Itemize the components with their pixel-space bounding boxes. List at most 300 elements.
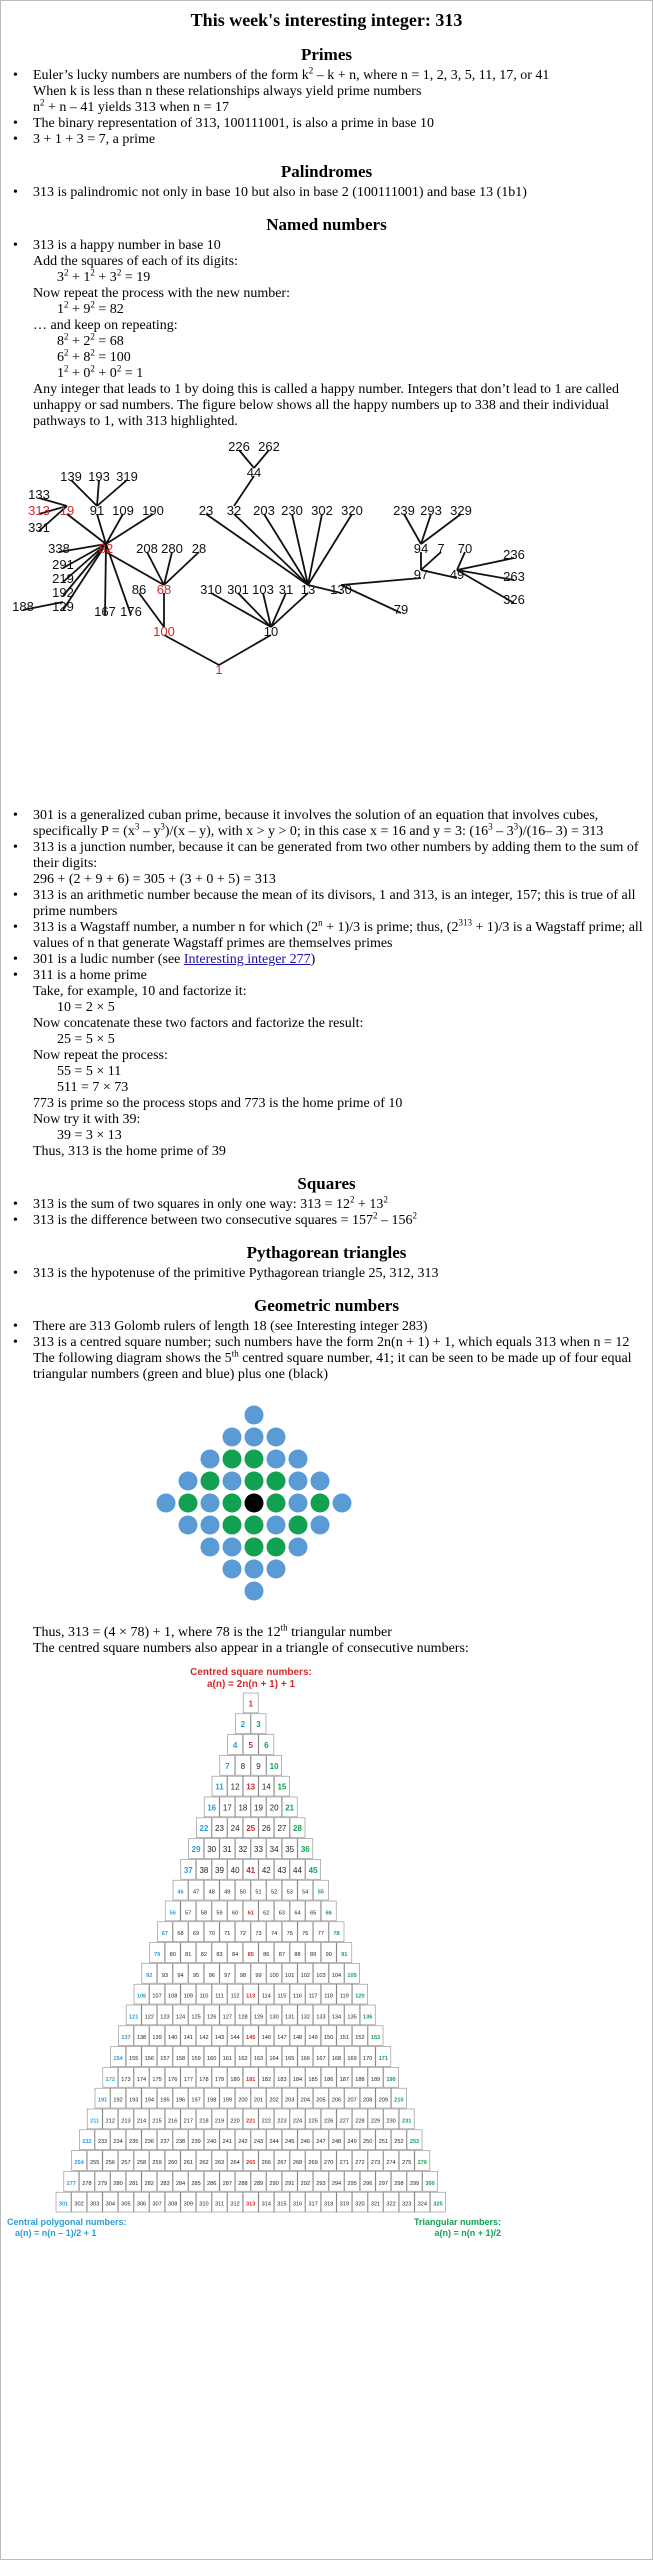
triangle-number: 253 <box>409 2139 420 2146</box>
tree-edge <box>421 514 461 544</box>
triangle-number: 263 <box>214 2160 225 2166</box>
triangle-number: 57 <box>185 1910 192 1917</box>
dot <box>267 1560 286 1579</box>
tree-node-label: 230 <box>281 503 303 518</box>
dot <box>333 1494 352 1513</box>
triangle-number: 254 <box>74 2160 84 2166</box>
triangle-number: 34 <box>269 1845 279 1854</box>
triangle-number: 192 <box>113 2097 123 2104</box>
tree-node-label: 219 <box>52 571 74 586</box>
triangle-number: 156 <box>144 2056 154 2062</box>
triangle-number: 116 <box>293 1993 302 2000</box>
triangle-number: 66 <box>325 1910 332 1917</box>
triangle-number: 247 <box>316 2139 326 2146</box>
triangle-number: 40 <box>230 1865 240 1875</box>
triangle-number: 147 <box>277 2035 287 2042</box>
triangle-number: 179 <box>214 2076 225 2083</box>
triangle-number: 76 <box>302 1931 309 1938</box>
triangle-number: 270 <box>324 2160 334 2166</box>
tree-node-label: 32 <box>226 503 242 518</box>
triangle-number: 207 <box>347 2097 357 2104</box>
triangle-number: 85 <box>247 1952 254 1958</box>
tree-node-label: 94 <box>413 541 429 556</box>
triangle-number: 23 <box>215 1824 224 1834</box>
triangle-number: 29 <box>191 1845 201 1854</box>
tree-node-label: 129 <box>52 599 74 614</box>
triangle-number: 303 <box>90 2201 100 2208</box>
triangle-number: 37 <box>183 1865 193 1875</box>
tree-node-label: 313 <box>28 503 50 518</box>
list-item: • 311 is a home prime Take, for example, 10 and factorize it: 10 = 2 × 5 Now concatenate these two factors and factorize the result: 25 = 5 × 5 Now repeat the process: 55 = 5 × 11 511 = 7 × 73 773 is prime so the process stops and 773 is the home prime of 10 Now try it with 39: 39 = 3 × 13 Thus, 313 is the home prime of 39 <box>1 968 644 1160</box>
tree-node-label: 23 <box>198 503 214 518</box>
primes-list <box>1 65 652 148</box>
triangle-number: 199 <box>222 2097 232 2104</box>
tree-node-label: 302 <box>311 503 333 518</box>
triangle-number: 317 <box>308 2201 318 2208</box>
tree-edge <box>271 593 308 627</box>
triangle-number: 316 <box>292 2201 303 2208</box>
triangle-number: 279 <box>97 2180 108 2187</box>
tree-node-label: 7 <box>437 541 445 556</box>
triangle-number: 98 <box>239 1972 247 1979</box>
triangle-number: 152 <box>355 2035 365 2042</box>
tree-edge <box>238 593 271 627</box>
triangle-number: 259 <box>152 2160 162 2166</box>
triangle-number: 308 <box>168 2201 178 2208</box>
triangle-number: 46 <box>177 1889 184 1896</box>
palindromes-heading: Palindromes <box>280 162 373 181</box>
geometric-list <box>1 1319 652 1383</box>
triangle-number: 128 <box>238 2014 248 2021</box>
triangle-number: 157 <box>160 2056 170 2062</box>
happy-number-tree <box>1 434 652 804</box>
triangle-number: 88 <box>294 1952 301 1958</box>
triangle-number: 31 <box>222 1845 232 1854</box>
triangle-number: 38 <box>199 1865 209 1875</box>
tree-edge <box>139 593 164 627</box>
triangle-number: 104 <box>331 1972 342 1979</box>
triangle-number: 7 <box>225 1761 230 1771</box>
triangle-number: 186 <box>324 2076 334 2083</box>
dot <box>179 1494 198 1513</box>
triangle-number: 170 <box>363 2056 373 2062</box>
triangle-number: 80 <box>169 1952 176 1958</box>
triangle-formula: a(n) = 2n(n + 1) + 1 <box>206 1679 296 1690</box>
triangle-number: 176 <box>168 2076 178 2083</box>
triangle-number: 274 <box>386 2160 396 2166</box>
triangle-number: 260 <box>168 2160 178 2166</box>
triangle-number: 266 <box>261 2160 271 2166</box>
triangle-number: 229 <box>370 2118 381 2125</box>
triangle-number: 63 <box>278 1910 286 1917</box>
triangle-number: 314 <box>261 2201 271 2208</box>
left-formula: a(n) = n(n – 1)/2 + 1 <box>15 2228 97 2238</box>
text: – k + n, where n = 1, 2, 3, 5, 11, 17, or 41 <box>313 68 550 83</box>
triangle-number: 44 <box>293 1865 302 1875</box>
triangle-number: 169 <box>347 2056 357 2062</box>
triangle-number: 255 <box>90 2160 100 2166</box>
triangle-number: 325 <box>433 2201 443 2208</box>
triangle-number: 194 <box>144 2097 154 2104</box>
triangle-number: 301 <box>58 2201 69 2208</box>
triangle-number: 32 <box>238 1845 248 1854</box>
triangle-number: 159 <box>191 2056 201 2062</box>
triangle-number: 71 <box>224 1931 231 1938</box>
triangle-number: 96 <box>208 1972 215 1979</box>
tree-node-label: 236 <box>503 547 525 562</box>
triangle-number: 103 <box>316 1972 326 1979</box>
dot <box>289 1516 308 1535</box>
triangle-number: 236 <box>144 2139 154 2146</box>
squares-list <box>1 1194 652 1229</box>
triangle-number: 51 <box>255 1889 262 1896</box>
dot <box>245 1516 264 1535</box>
triangle-number: 261 <box>183 2160 193 2166</box>
triangle-number: 95 <box>192 1972 200 1979</box>
triangle-number: 119 <box>339 1993 349 2000</box>
text: Euler’s lucky numbers are numbers of the form k <box>33 68 309 83</box>
triangle-number: 290 <box>269 2180 279 2187</box>
triangle-number: 313 <box>246 2201 256 2208</box>
triangle-number: 280 <box>113 2180 123 2187</box>
triangle-number: 190 <box>386 2076 396 2083</box>
triangle-number: 283 <box>160 2180 170 2187</box>
list-item: • 301 is a ludic number (see Interesting integer 277) <box>1 952 644 968</box>
dot <box>289 1538 308 1557</box>
triangle-number: 164 <box>269 2056 279 2062</box>
dot <box>223 1538 242 1557</box>
triangle-number: 69 <box>192 1931 200 1938</box>
dot <box>289 1494 308 1513</box>
triangle-number: 286 <box>207 2180 217 2187</box>
dot <box>157 1494 176 1513</box>
triangle-number: 252 <box>394 2139 404 2146</box>
triangle-number: 89 <box>309 1952 317 1958</box>
triangle-number: 26 <box>261 1824 271 1834</box>
triangle-number: 298 <box>394 2180 404 2187</box>
triangle-number: 294 <box>331 2180 342 2187</box>
tree-node-label: 239 <box>393 503 415 518</box>
triangle-number: 262 <box>199 2160 209 2166</box>
geometric-heading: Geometric numbers <box>254 1296 399 1315</box>
triangle-number: 178 <box>199 2076 209 2083</box>
triangle-number: 238 <box>175 2139 186 2146</box>
triangle-number: 307 <box>152 2201 162 2208</box>
number-triangle <box>1 1663 652 2263</box>
triangle-number: 118 <box>324 1993 334 2000</box>
triangle-number: 203 <box>285 2097 295 2104</box>
dot <box>245 1406 264 1425</box>
triangle-number: 299 <box>409 2180 420 2187</box>
triangle-number: 309 <box>183 2201 193 2208</box>
triangle-number: 318 <box>324 2201 334 2208</box>
triangle-number: 149 <box>308 2035 318 2042</box>
list-item: • 313 is a junction number, because it can be generated from two other numbers by adding them to the sum of their digits: 296 + (2 + 9 + 6) = 305 + (3 + 0 + 5) = 313 <box>1 840 644 888</box>
triangle-number: 221 <box>246 2118 256 2125</box>
tree-node-label: 188 <box>12 599 34 614</box>
triangle-number: 208 <box>363 2097 373 2104</box>
tree-edge <box>292 514 308 585</box>
triangle-number: 302 <box>74 2201 84 2208</box>
triangle-number: 196 <box>175 2097 186 2104</box>
triangle-number: 21 <box>285 1803 295 1813</box>
tree-node-label: 338 <box>48 541 70 556</box>
tree-node-label: 79 <box>393 602 409 617</box>
triangle-number: 234 <box>113 2139 123 2146</box>
triangle-number: 99 <box>255 1972 262 1979</box>
triangle-number: 284 <box>175 2180 186 2187</box>
triangle-number: 138 <box>136 2035 147 2042</box>
squares-heading: Squares <box>297 1174 356 1193</box>
text-line: When k is less than n these relationships always yield prime numbers <box>33 84 422 99</box>
triangle-number: 239 <box>191 2139 201 2146</box>
triangle-number: 212 <box>105 2118 115 2125</box>
triangle-number: 172 <box>105 2076 115 2083</box>
triangle-number: 16 <box>207 1803 217 1813</box>
tree-node-label: 86 <box>131 582 147 597</box>
triangle-number: 5 <box>248 1741 253 1750</box>
left-caption: Central polygonal numbers: <box>7 2217 127 2227</box>
triangle-number: 162 <box>238 2056 248 2062</box>
triangle-number: 131 <box>285 2014 295 2021</box>
dot <box>179 1516 198 1535</box>
triangle-number: 265 <box>246 2160 256 2166</box>
triangle-number: 6 <box>264 1741 269 1750</box>
triangle-number: 150 <box>324 2035 334 2042</box>
triangle-number: 181 <box>246 2076 256 2083</box>
triangle-number: 202 <box>269 2097 279 2104</box>
triangle-number: 101 <box>285 1972 295 1979</box>
triangle-number: 18 <box>238 1803 248 1813</box>
dot <box>201 1472 220 1491</box>
dot <box>223 1472 242 1491</box>
triangle-number: 132 <box>300 2014 310 2021</box>
tree-node-label: 192 <box>52 585 74 600</box>
tree-node-label: 91 <box>89 503 105 518</box>
triangle-number: 320 <box>355 2201 365 2208</box>
triangle-number: 240 <box>207 2139 217 2146</box>
triangle-number: 35 <box>285 1845 295 1854</box>
tree-node-label: 301 <box>227 582 249 597</box>
triangle-number: 223 <box>277 2118 287 2125</box>
triangle-number: 58 <box>200 1910 208 1917</box>
tree-edge <box>164 552 199 585</box>
tree-node-label: 68 <box>156 582 172 597</box>
tree-node-label: 130 <box>330 582 352 597</box>
triangle-number: 185 <box>308 2076 318 2083</box>
triangle-number: 244 <box>269 2139 279 2146</box>
triangle-number: 136 <box>363 2014 373 2021</box>
triangle-number: 135 <box>347 2014 357 2021</box>
interesting-integer-277-link[interactable]: Interesting integer 277 <box>183 952 311 967</box>
centred-square-diagram <box>1 1391 652 1619</box>
triangle-number: 188 <box>355 2076 365 2083</box>
triangle-number: 271 <box>339 2160 349 2166</box>
tree-node-label: 190 <box>142 503 164 518</box>
list-item: • The binary representation of 313, 100111001, is also a prime in base 10 <box>1 116 644 132</box>
triangle-number: 50 <box>239 1889 247 1896</box>
triangle-number: 65 <box>309 1910 317 1917</box>
tree-node-label: 103 <box>252 582 274 597</box>
triangle-number: 42 <box>261 1865 271 1875</box>
triangle-number: 282 <box>144 2180 154 2187</box>
triangle-number: 127 <box>222 2014 232 2021</box>
triangle-number: 218 <box>199 2118 209 2125</box>
triangle-number: 9 <box>256 1761 261 1771</box>
tree-edge <box>271 593 286 627</box>
triangle-number: 115 <box>277 1993 287 2000</box>
triangle-number: 20 <box>269 1803 279 1813</box>
triangle-number: 269 <box>308 2160 318 2166</box>
tree-node-label: 10 <box>263 624 279 639</box>
triangle-number: 91 <box>341 1952 348 1958</box>
triangle-number: 231 <box>402 2118 412 2125</box>
triangle-number: 43 <box>277 1865 287 1875</box>
triangle-number: 153 <box>370 2035 381 2042</box>
triangle-number: 22 <box>199 1824 209 1834</box>
tree-edge <box>164 635 219 665</box>
superscript: 2 <box>308 65 314 76</box>
dot <box>245 1582 264 1601</box>
dot <box>223 1494 242 1513</box>
named-list-2 <box>1 808 652 1160</box>
triangle-number: 11 <box>215 1782 224 1792</box>
named-list <box>1 238 652 430</box>
triangle-number: 52 <box>270 1889 278 1896</box>
triangle-number: 293 <box>316 2180 326 2187</box>
triangle-number: 24 <box>230 1824 240 1834</box>
triangle-number: 257 <box>121 2160 131 2166</box>
triangle-number: 268 <box>292 2160 303 2166</box>
tree-node-label: 44 <box>246 465 262 480</box>
triangle-number: 300 <box>425 2180 435 2187</box>
triangle-number: 79 <box>153 1952 161 1958</box>
triangle-number: 251 <box>378 2139 388 2146</box>
triangle-number: 60 <box>231 1910 239 1917</box>
triangle-number: 209 <box>378 2097 388 2104</box>
tree-node-label: 319 <box>116 469 138 484</box>
tree-node-label: 262 <box>258 439 280 454</box>
triangle-number: 295 <box>347 2180 357 2187</box>
triangle-number: 72 <box>239 1931 247 1938</box>
triangle-number: 321 <box>370 2201 381 2208</box>
triangle-number: 220 <box>230 2118 240 2125</box>
triangle-number: 228 <box>355 2118 365 2125</box>
palindromes-list <box>1 185 652 201</box>
triangle-number: 114 <box>261 1993 271 2000</box>
tree-node-label: 329 <box>450 503 472 518</box>
triangle-number: 312 <box>230 2201 240 2208</box>
triangle-number: 13 <box>246 1782 256 1792</box>
list-item: • 313 is a centred square number; such numbers have the form 2n(n + 1) + 1, which equals 313 when n = 12 The following diagram shows the 5th centred square number, 41; it can be seen to be made up of four equal triangular numbers (green and blue) plus one (black) <box>1 1335 644 1383</box>
triangle-number: 297 <box>378 2180 388 2187</box>
triangle-number: 93 <box>161 1972 169 1979</box>
triangle-number: 83 <box>216 1952 223 1958</box>
triangle-number: 25 <box>246 1824 256 1834</box>
pythagorean-list <box>1 1266 652 1282</box>
triangle-number: 47 <box>192 1889 200 1896</box>
triangle-number: 140 <box>168 2035 178 2042</box>
triangle-number: 230 <box>386 2118 396 2125</box>
triangle-number: 227 <box>339 2118 349 2125</box>
tree-node-label: 82 <box>98 541 114 556</box>
triangle-number: 17 <box>222 1803 232 1813</box>
happy-tree-svg <box>1 434 652 804</box>
tree-node-label: 139 <box>60 469 82 484</box>
triangle-number: 306 <box>136 2201 147 2208</box>
list-item: • 313 is the difference between two consecutive squares = $157^2 - 156^2$ <box>1 1213 644 1229</box>
triangle-number: 241 <box>222 2139 232 2146</box>
tree-node-label: 291 <box>52 557 74 572</box>
right-formula: a(n) = n(n + 1)/2 <box>434 2228 501 2238</box>
triangle-number: 14 <box>261 1782 271 1792</box>
triangle-number: 120 <box>355 1993 365 2000</box>
triangle-number: 82 <box>200 1952 208 1958</box>
dot <box>201 1494 220 1513</box>
triangle-number: 264 <box>230 2160 240 2166</box>
triangle-number: 291 <box>285 2180 295 2187</box>
tree-edge <box>404 514 421 544</box>
triangle-number: 165 <box>285 2056 295 2062</box>
triangle-number: 141 <box>183 2035 193 2042</box>
triangle-number: 142 <box>199 2035 209 2042</box>
triangle-number: 143 <box>214 2035 225 2042</box>
triangle-number: 130 <box>269 2014 279 2021</box>
triangle-number: 225 <box>308 2118 318 2125</box>
triangle-number: 210 <box>394 2097 404 2104</box>
triangle-number: 97 <box>224 1972 231 1979</box>
triangle-number: 187 <box>339 2076 349 2083</box>
tree-node-label: 100 <box>153 624 175 639</box>
triangle-number: 10 <box>269 1761 279 1771</box>
triangle-number: 278 <box>82 2180 92 2187</box>
triangle-number: 27 <box>277 1824 287 1834</box>
triangle-number: 62 <box>263 1910 270 1917</box>
triangle-number: 258 <box>136 2160 147 2166</box>
triangle-number: 3 <box>256 1720 261 1730</box>
triangle-number: 249 <box>347 2139 357 2146</box>
tree-edge <box>106 514 153 544</box>
dot <box>245 1560 264 1579</box>
triangle-number: 272 <box>355 2160 365 2166</box>
triangle-number: 215 <box>152 2118 162 2125</box>
triangle-number: 146 <box>261 2035 271 2042</box>
triangle-intro: The centred square numbers also appear in a triangle of consecutive numbers: <box>33 1641 469 1656</box>
triangle-number: 1 <box>248 1699 253 1709</box>
triangle-number: 122 <box>144 2014 154 2021</box>
dot <box>267 1450 286 1469</box>
triangle-number: 275 <box>402 2160 412 2166</box>
triangle-number: 197 <box>191 2097 201 2104</box>
triangle-number: 110 <box>199 1993 209 2000</box>
triangle-number: 133 <box>316 2014 326 2021</box>
triangle-number: 75 <box>286 1931 293 1938</box>
triangle-number: 273 <box>370 2160 381 2166</box>
tree-node-label: 31 <box>278 582 294 597</box>
triangle-number: 15 <box>277 1782 287 1792</box>
triangle-number: 242 <box>238 2139 248 2146</box>
tree-node-label: 203 <box>253 503 275 518</box>
triangle-number: 4 <box>232 1741 238 1750</box>
tree-node-label: 208 <box>136 541 158 556</box>
triangle-number: 106 <box>136 1993 147 2000</box>
triangle-number: 105 <box>347 1972 357 1979</box>
dot <box>267 1472 286 1491</box>
list-item: • 3 + 1 + 3 = 7, a prime <box>1 132 644 148</box>
triangle-number: 137 <box>121 2035 131 2042</box>
triangle-number: 324 <box>417 2201 427 2208</box>
triangle-number: 195 <box>160 2097 170 2104</box>
